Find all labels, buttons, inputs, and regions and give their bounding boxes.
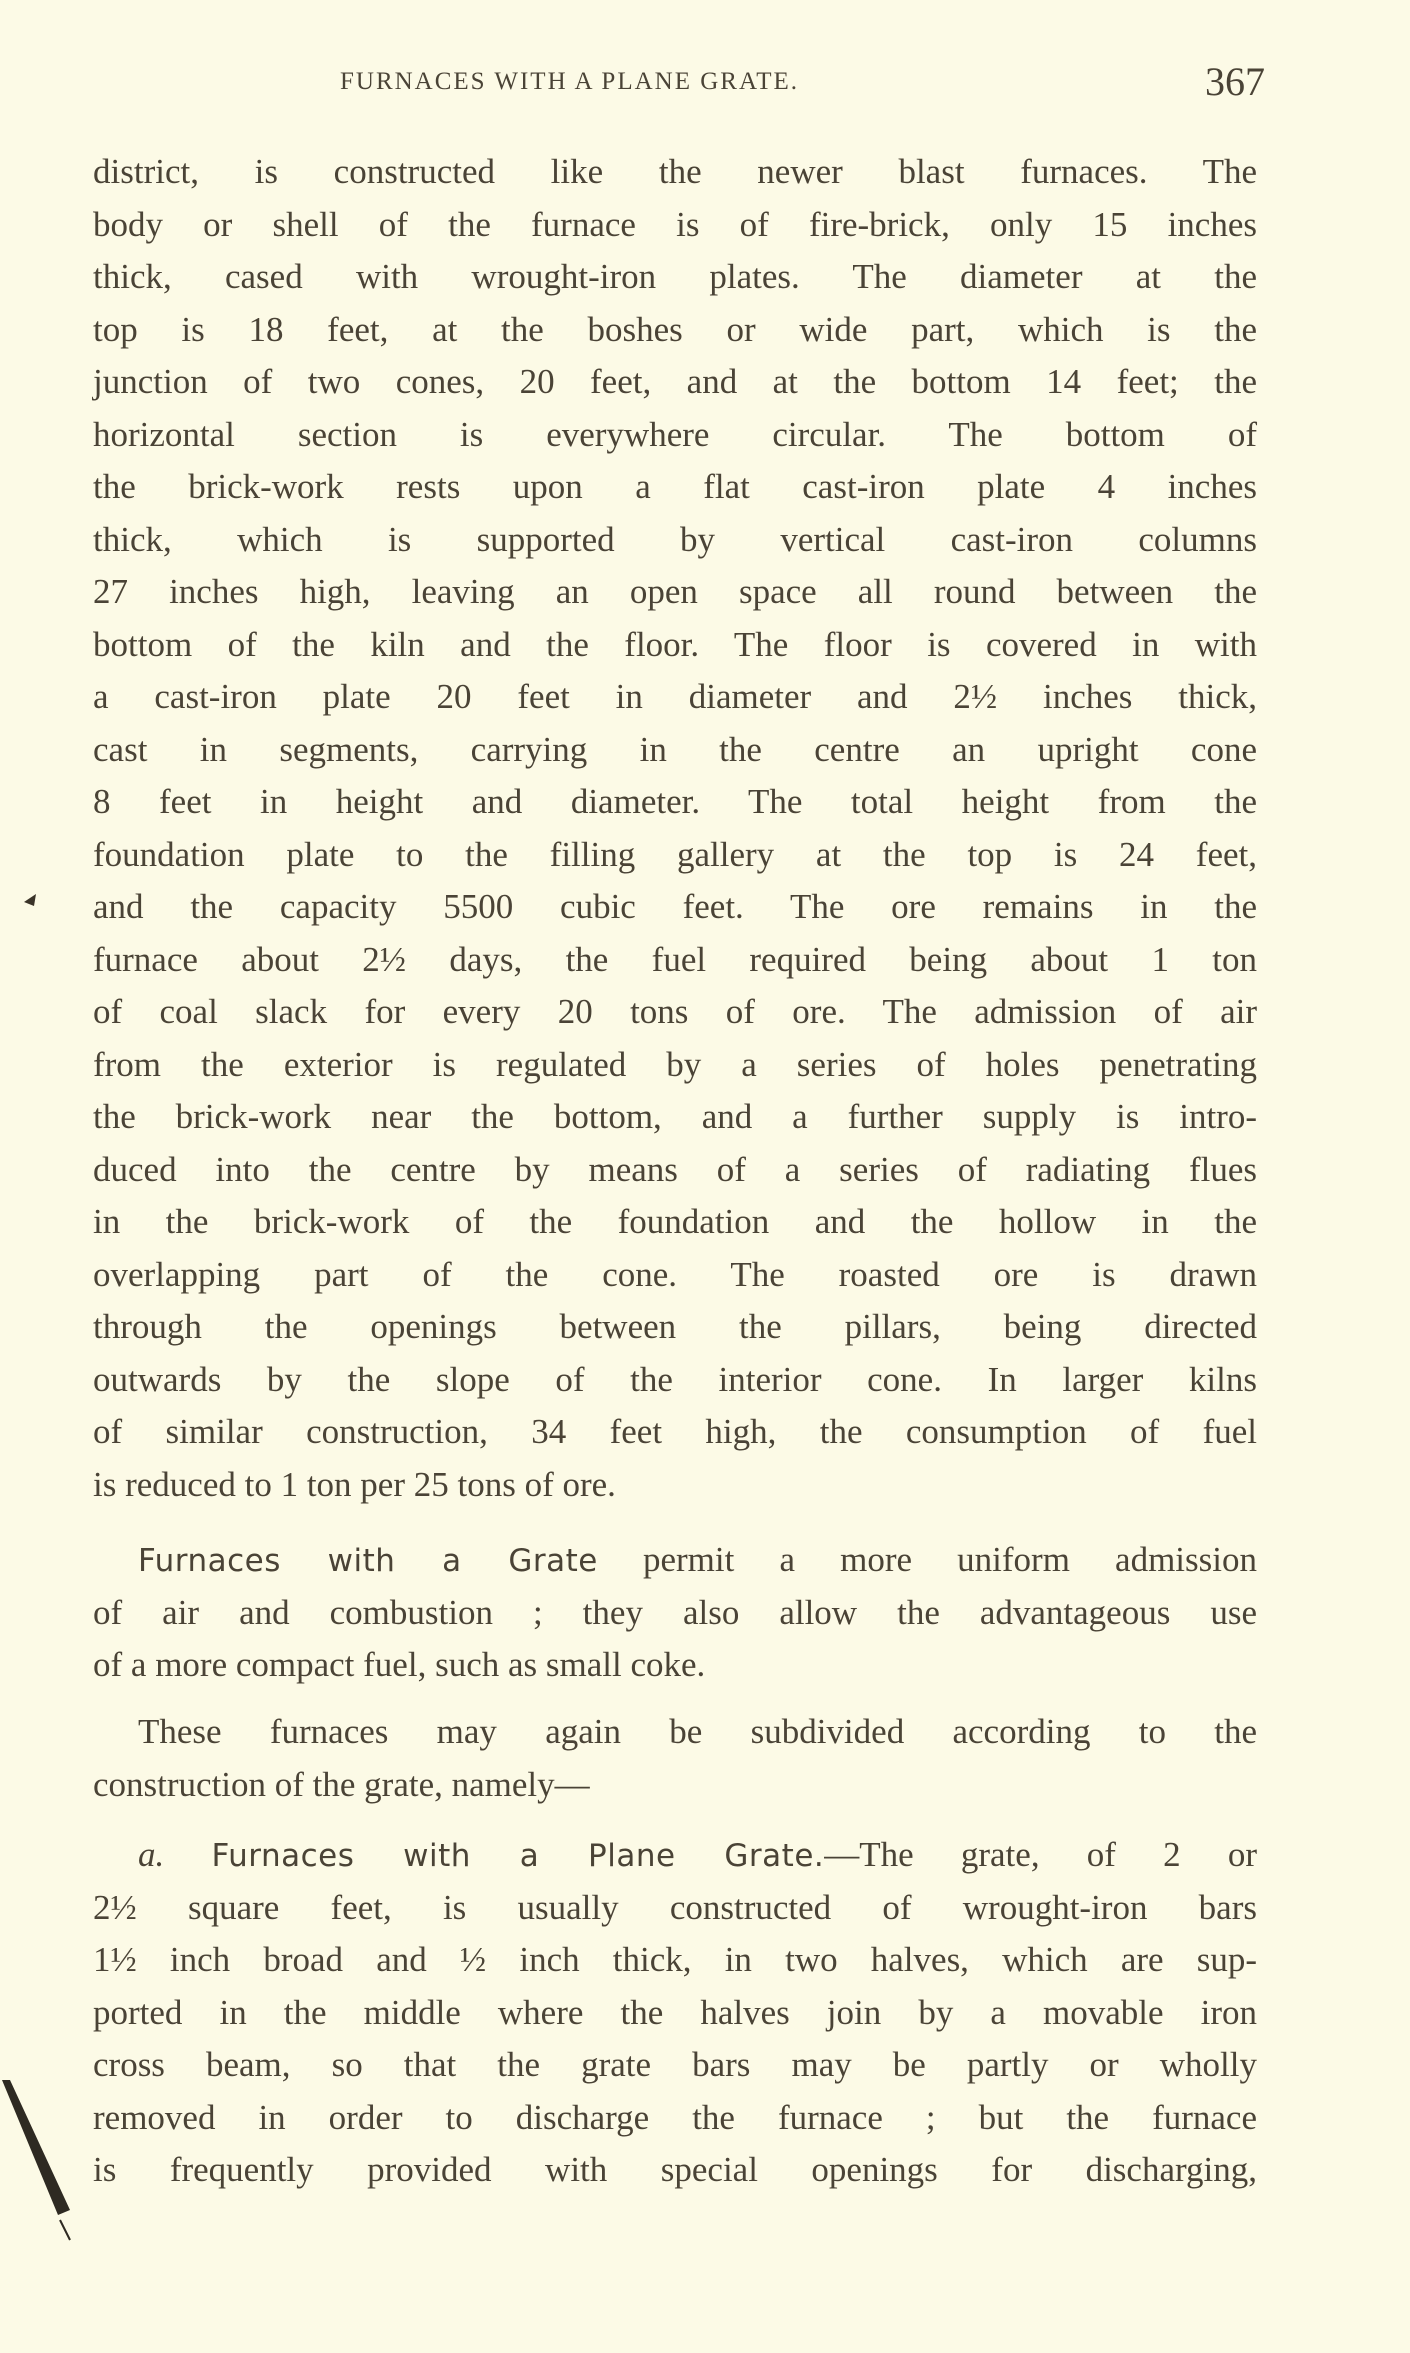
text-line — [93, 1706, 1257, 1759]
text-line — [93, 1587, 1257, 1640]
text-line — [93, 1987, 1257, 2040]
line-text: removed in order to discharge the furnace ; but the furnace — [93, 2097, 1257, 2137]
text-line — [93, 514, 1257, 567]
line-text: in the brick-work of the foundation and the hollow in the — [93, 1202, 1257, 1241]
text-line — [93, 1301, 1257, 1354]
text-line — [93, 1639, 1257, 1692]
text-line — [93, 1934, 1257, 1987]
line-text: district, is constructed like the newer blast furnaces. The — [93, 152, 1257, 191]
margin-stroke-mark — [0, 2080, 90, 2280]
text-line — [93, 671, 1257, 724]
text-line — [93, 1196, 1257, 1249]
line-text: furnace about 2½ days, the fuel required being about 1 ton — [93, 939, 1257, 979]
line-text: of coal slack for every 20 tons of ore. The admission of air — [93, 992, 1257, 1031]
line-text: 27 inches high, leaving an open space all round between the — [93, 572, 1257, 611]
text-line — [93, 986, 1257, 1039]
line-text: thick, cased with wrought-iron plates. The diameter at the — [93, 257, 1257, 296]
line-text: the brick-work rests upon a flat cast-iron plate 4 inches — [93, 467, 1257, 506]
text-line — [93, 251, 1257, 304]
line-text: outwards by the slope of the interior cone. In larger kilns — [93, 1359, 1257, 1399]
line-text: top is 18 feet, at the boshes or wide part, which is the — [93, 309, 1257, 349]
text-line — [93, 1039, 1257, 1092]
line-text: permit a more uniform admission — [597, 1540, 1257, 1579]
text-line — [93, 724, 1257, 777]
line-text: construction of the grate, namely— — [93, 1764, 590, 1804]
line-text: is reduced to 1 ton per 25 tons of ore. — [93, 1464, 616, 1504]
paragraph-plane-grate — [93, 1829, 1257, 2197]
line-text: and the capacity 5500 cubic feet. The ore remains in the — [93, 887, 1257, 926]
line-text: overlapping part of the cone. The roasted ore is drawn — [93, 1254, 1257, 1294]
line-text: of similar construction, 34 feet high, the consumption of fuel — [93, 1412, 1257, 1451]
text-line — [93, 1144, 1257, 1197]
line-text: —The grate, of 2 or — [824, 1835, 1257, 1874]
line-text: of air and combustion ; they also allow the advantageous use — [93, 1592, 1257, 1632]
text-line — [93, 829, 1257, 882]
run-in-heading: Furnaces with a Grate — [138, 1543, 598, 1579]
text-line — [93, 304, 1257, 357]
line-text: 2½ square feet, is usually constructed of wrought-iron bars — [93, 1887, 1257, 1927]
item-label: a. — [138, 1835, 212, 1874]
text-line — [93, 566, 1257, 619]
text-line — [93, 1459, 1257, 1512]
page-number: 367 — [1205, 59, 1265, 104]
line-text: bottom of the kiln and the floor. The floor is covered in with — [93, 624, 1257, 664]
line-text: horizontal section is everywhere circular. The bottom of — [93, 414, 1257, 454]
text-line — [93, 2039, 1257, 2092]
text-line — [93, 356, 1257, 409]
line-text: a cast-iron plate 20 feet in diameter and 2½ inches thick, — [93, 677, 1257, 716]
run-in-heading: Furnaces with a Plane Grate. — [211, 1838, 825, 1874]
text-line — [93, 934, 1257, 987]
text-line — [93, 1354, 1257, 1407]
text-line — [93, 146, 1257, 199]
text-line — [93, 881, 1257, 934]
line-text: cross beam, so that the grate bars may be partly or wholly — [93, 2045, 1257, 2084]
line-text: is frequently provided with special openings for discharging, — [93, 2150, 1257, 2189]
paragraph-furnaces-with-grate — [93, 1534, 1257, 1692]
line-text: from the exterior is regulated by a series of holes penetrating — [93, 1044, 1257, 1084]
text-line — [93, 2092, 1257, 2145]
line-text: the brick-work near the bottom, and a further supply is intro- — [93, 1097, 1257, 1136]
paragraph-subdivision — [93, 1706, 1257, 1811]
text-line — [93, 1091, 1257, 1144]
line-text: duced into the centre by means of a series of radiating flues — [93, 1149, 1257, 1189]
text-line — [93, 776, 1257, 829]
text-line — [93, 199, 1257, 252]
margin-arrow-mark — [20, 890, 50, 920]
line-text: of a more compact fuel, such as small coke. — [93, 1645, 706, 1684]
line-text: thick, which is supported by vertical cast-iron columns — [93, 519, 1257, 559]
text-line — [93, 1534, 1257, 1587]
line-text: cast in segments, carrying in the centre an upright cone — [93, 729, 1257, 769]
line-text: body or shell of the furnace is of fire-brick, only 15 inches — [93, 204, 1257, 244]
text-line — [93, 1406, 1257, 1459]
line-text: These furnaces may again be subdivided according to the — [138, 1712, 1257, 1751]
paragraph-kiln-description — [93, 146, 1257, 1511]
text-line — [93, 1882, 1257, 1935]
text-line — [93, 1759, 1257, 1812]
running-header: FURNACES WITH A PLANE GRATE. — [340, 68, 800, 95]
text-line — [93, 1829, 1257, 1882]
line-text: ported in the middle where the halves join by a movable iron — [93, 1992, 1257, 2032]
line-text: 8 feet in height and diameter. The total height from the — [93, 782, 1257, 821]
line-text: through the openings between the pillars, being directed — [93, 1307, 1257, 1346]
text-line — [93, 461, 1257, 514]
text-line — [93, 2144, 1257, 2197]
line-text: foundation plate to the filling gallery at the top is 24 feet, — [93, 834, 1257, 874]
text-line — [93, 409, 1257, 462]
line-text: junction of two cones, 20 feet, and at the bottom 14 feet; the — [93, 362, 1257, 401]
text-line — [93, 619, 1257, 672]
line-text: 1½ inch broad and ½ inch thick, in two halves, which are sup- — [93, 1940, 1257, 1979]
text-line — [93, 1249, 1257, 1302]
